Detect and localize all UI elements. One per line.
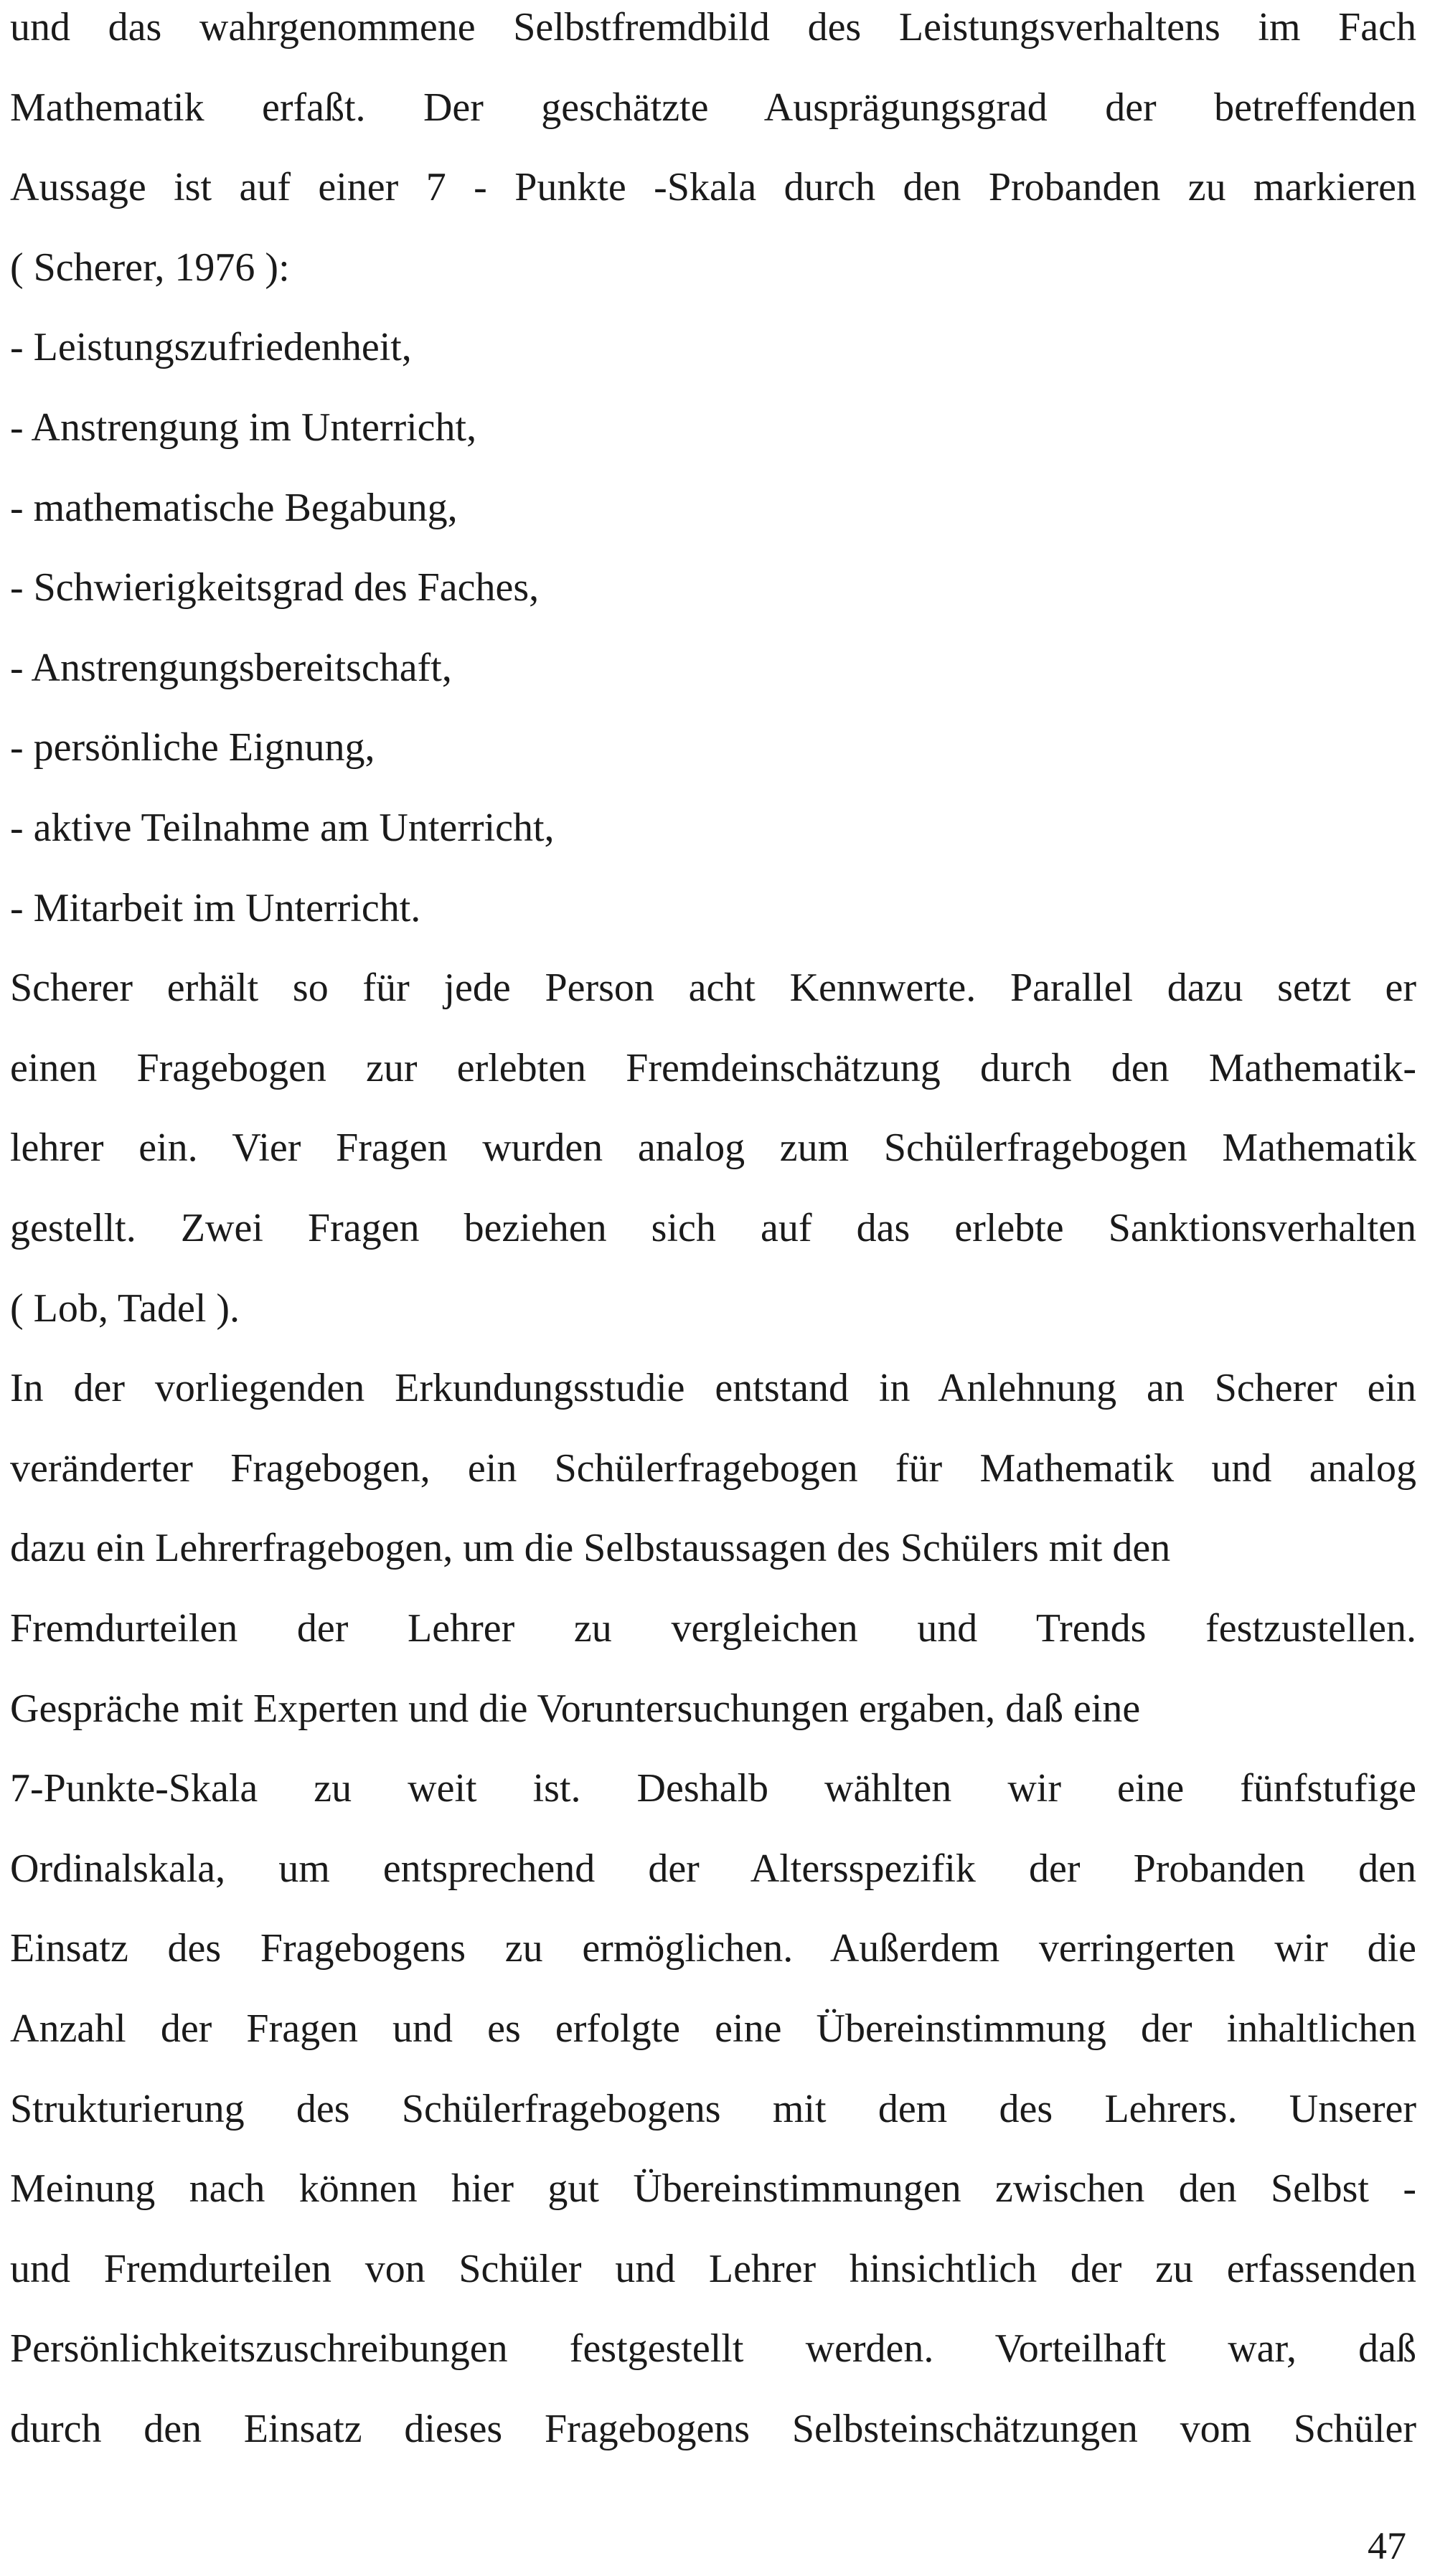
text-line: In der vorliegenden Erkundungsstudie entstand in Anlehnung an Scherer ein bbox=[10, 1368, 1416, 1411]
text-line: Fremdurteilen der Lehrer zu vergleichen und Trends festzustellen. bbox=[10, 1608, 1416, 1651]
text-line: Persönlichkeitszuschreibungen festgestellt werden. Vorteilhaft war, daß bbox=[10, 2329, 1416, 2372]
text-line: - Anstrengungsbereitschaft, bbox=[10, 645, 452, 690]
text-line: und das wahrgenommene Selbstfremdbild des Leistungsverhaltens im Fach bbox=[10, 7, 1416, 49]
text-line: ( Lob, Tadel ). bbox=[10, 1285, 240, 1331]
text-line: ( Scherer, 1976 ): bbox=[10, 245, 290, 290]
text-line: Scherer erhält so für jede Person acht Kennwerte. Parallel dazu setzt er bbox=[10, 968, 1416, 1011]
text-line: dazu ein Lehrerfragebogen, um die Selbstaussagen des Schülers mit den bbox=[10, 1526, 1171, 1571]
text-line: Aussage ist auf einer 7 - Punkte -Skala durch den Probanden zu markieren bbox=[10, 167, 1416, 210]
text-line: - Mitarbeit im Unterricht. bbox=[10, 885, 421, 930]
text-line: gestellt. Zwei Fragen beziehen sich auf das erlebte Sanktionsverhalten bbox=[10, 1208, 1416, 1250]
text-line: - Anstrengung im Unterricht, bbox=[10, 405, 477, 450]
page-number: 47 bbox=[1368, 2524, 1406, 2567]
text-line: - Schwierigkeitsgrad des Faches, bbox=[10, 565, 540, 610]
text-line: Ordinalskala, um entsprechend der Altersspezifik der Probanden den bbox=[10, 1848, 1416, 1891]
text-line: durch den Einsatz dieses Fragebogens Selbsteinschätzungen vom Schüler bbox=[10, 2409, 1416, 2451]
text-line: Mathematik erfaßt. Der geschätzte Ausprägungsgrad der betreffenden bbox=[10, 87, 1416, 130]
text-line: Strukturierung des Schülerfragebogens mit dem des Lehrers. Unserer bbox=[10, 2088, 1416, 2131]
text-line: Gespräche mit Experten und die Voruntersuchungen ergaben, daß eine bbox=[10, 1686, 1141, 1731]
text-line: lehrer ein. Vier Fragen wurden analog zum Schülerfragebogen Mathematik bbox=[10, 1128, 1416, 1171]
text-line: und Fremdurteilen von Schüler und Lehrer hinsichtlich der zu erfassenden bbox=[10, 2248, 1416, 2291]
text-line: Meinung nach können hier gut Übereinstimmungen zwischen den Selbst - bbox=[10, 2169, 1416, 2212]
text-line: Anzahl der Fragen und es erfolgte eine Übereinstimmung der inhaltlichen bbox=[10, 2009, 1416, 2051]
text-line: 7-Punkte-Skala zu weit ist. Deshalb wählten wir eine fünfstufige bbox=[10, 1768, 1416, 1811]
text-line: einen Fragebogen zur erlebten Fremdeinschätzung durch den Mathematik- bbox=[10, 1047, 1416, 1090]
text-line: - persönliche Eignung, bbox=[10, 725, 375, 770]
text-line: - mathematische Begabung, bbox=[10, 485, 458, 530]
text-line: Einsatz des Fragebogens zu ermöglichen. Außerdem verringerten wir die bbox=[10, 1928, 1416, 1971]
text-line: veränderter Fragebogen, ein Schülerfragebogen für Mathematik und analog bbox=[10, 1448, 1416, 1491]
text-line: - Leistungszufriedenheit, bbox=[10, 325, 412, 370]
text-line: - aktive Teilnahme am Unterricht, bbox=[10, 806, 555, 850]
